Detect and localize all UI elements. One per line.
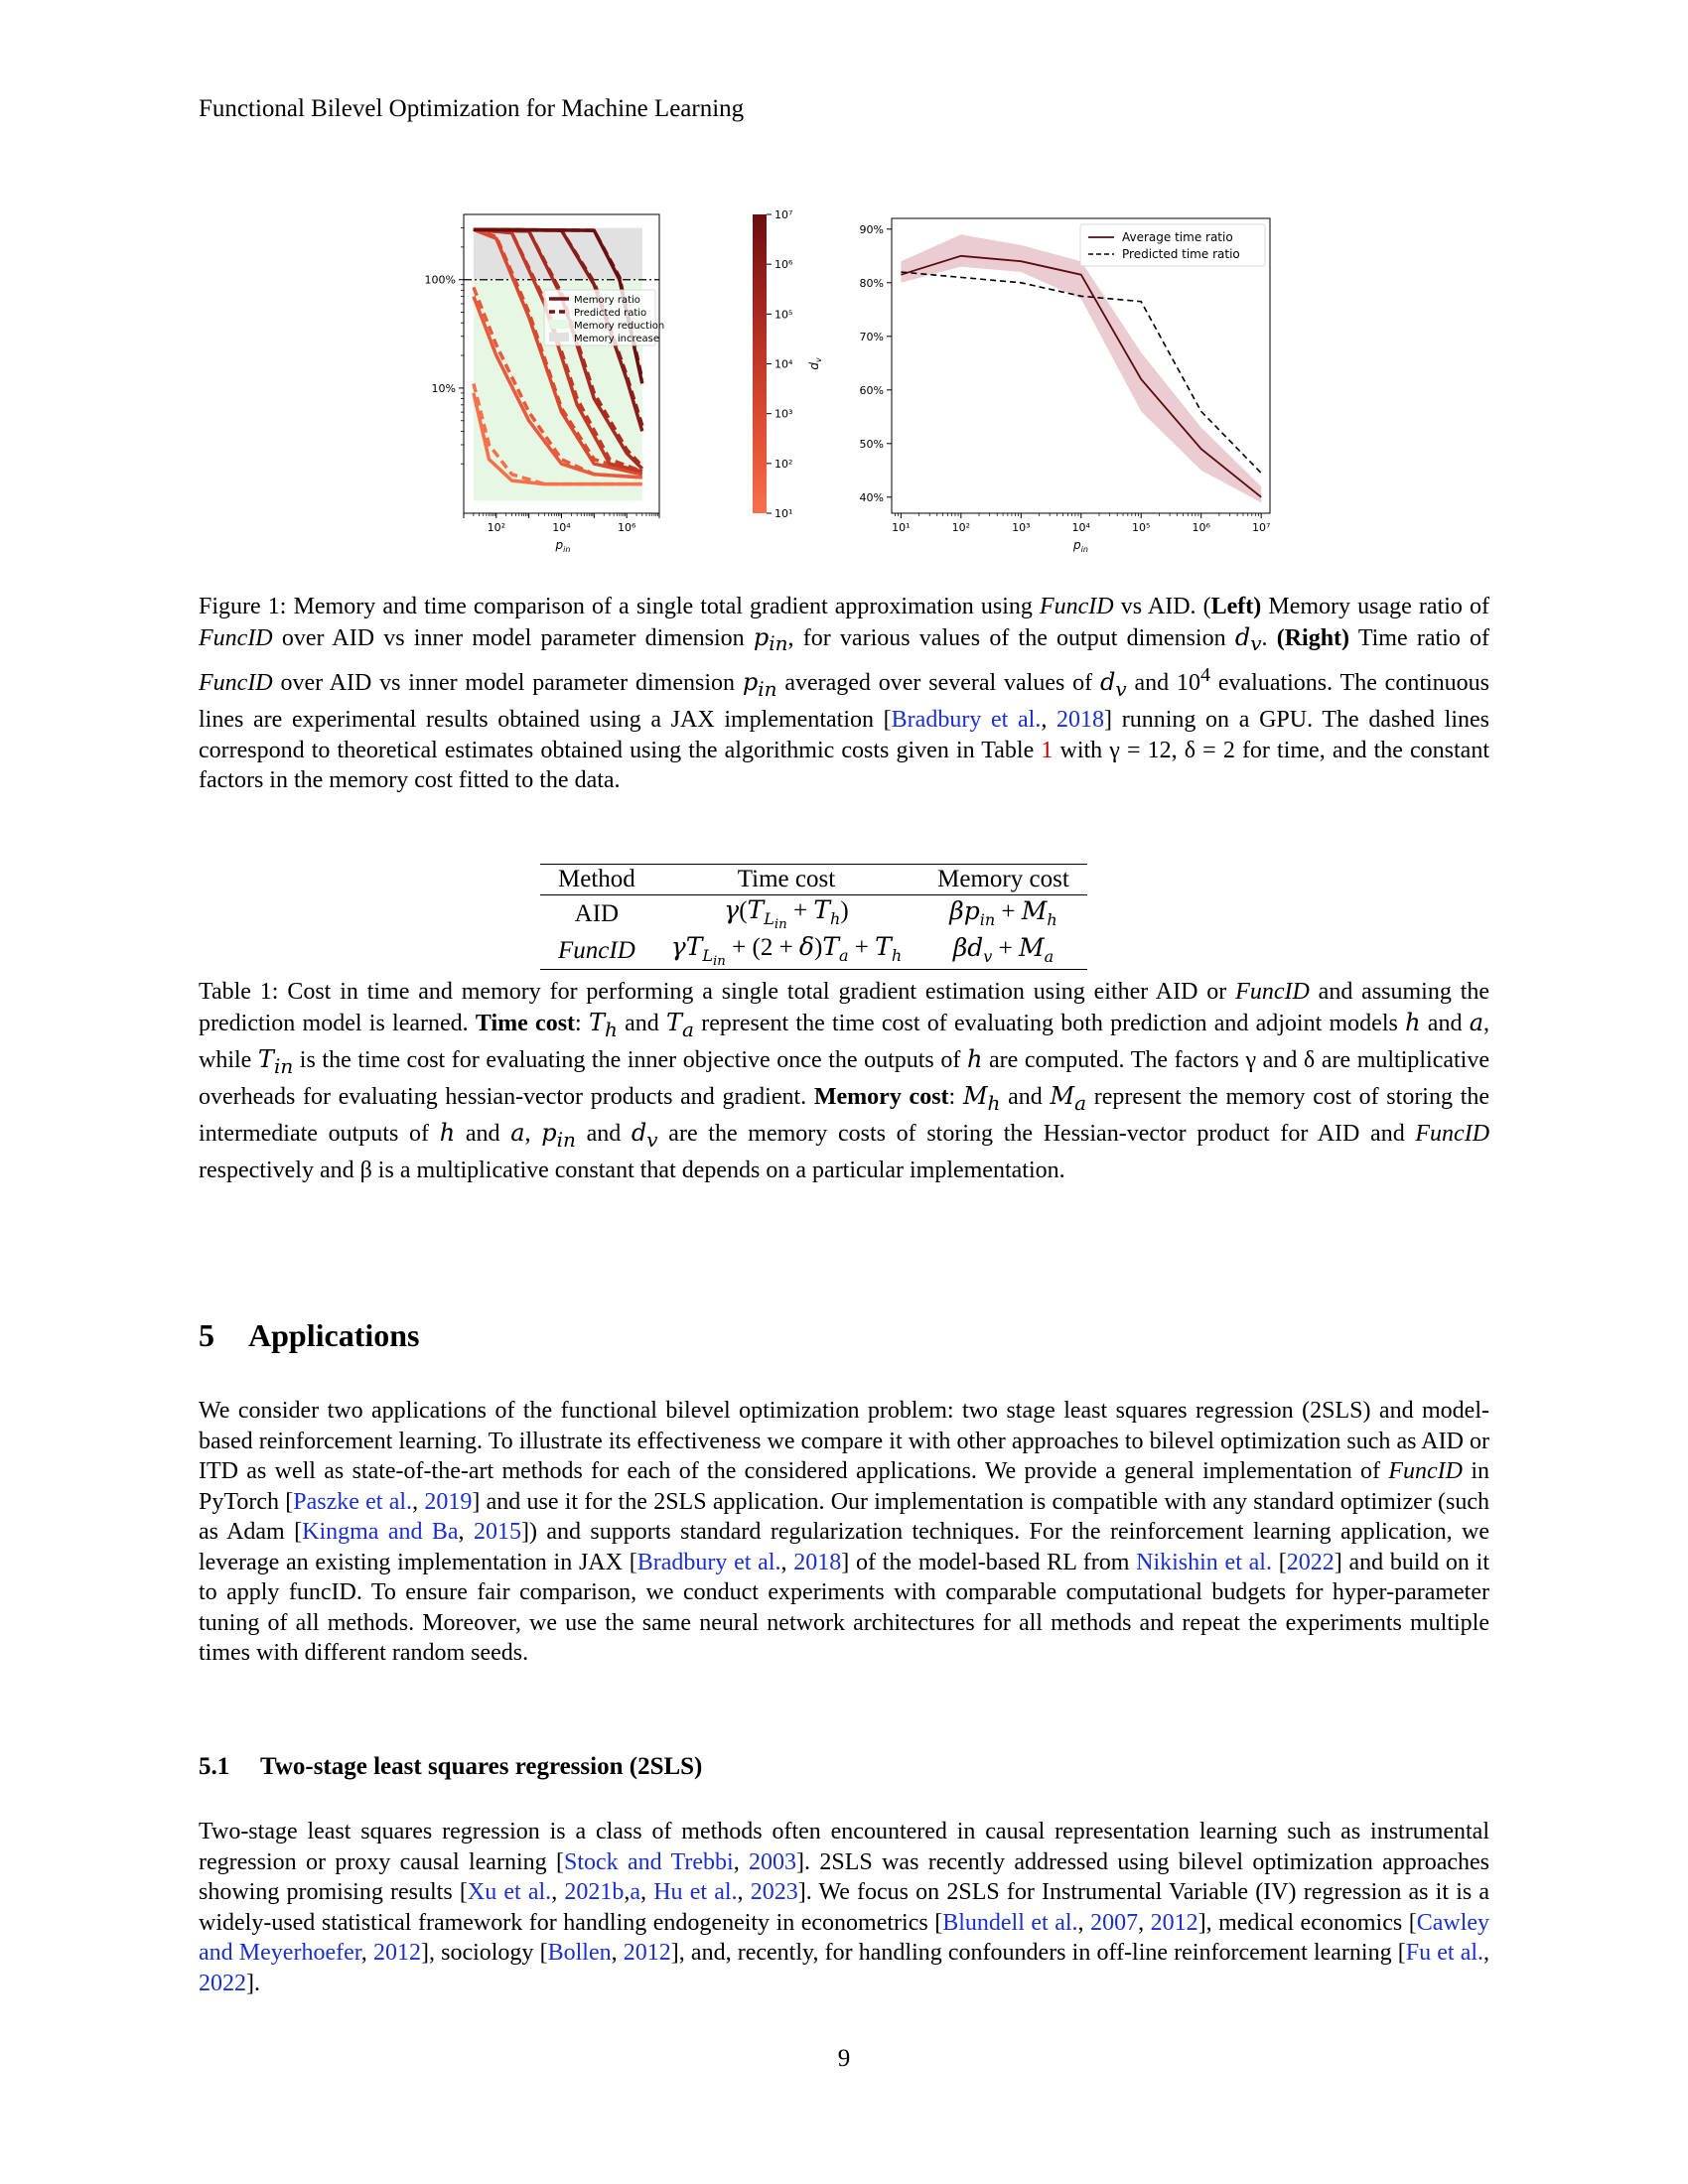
figure-1 xyxy=(397,199,1291,566)
cite-bollen[interactable]: Bollen xyxy=(547,1940,612,1966)
cite-hu[interactable]: Hu et al. xyxy=(653,1879,738,1905)
x-tick-label-6: 10⁷ xyxy=(1251,521,1271,534)
y-tick-label-2: 70% xyxy=(859,330,884,343)
left-memory-plot xyxy=(425,214,665,554)
colorbar xyxy=(753,208,823,520)
cite-blundell-year1[interactable]: 2007 xyxy=(1090,1909,1139,1936)
x-tick-label-0: 10² xyxy=(487,521,506,534)
cite-stock-year[interactable]: 2003 xyxy=(749,1848,797,1875)
x-tick-label-4: 10⁵ xyxy=(1132,521,1151,534)
cite-nikishin-year[interactable]: 2022 xyxy=(1286,1549,1335,1575)
col-method: Method xyxy=(558,866,635,892)
cite-nikishin[interactable]: Nikishin et al. xyxy=(1136,1549,1272,1575)
x-axis-label: $p_{in}$ xyxy=(555,538,571,554)
colorbar-tick-label-4: 10³ xyxy=(774,407,793,421)
left-legend xyxy=(544,290,664,345)
y-tick-label-1: 10% xyxy=(431,381,456,395)
cite-paszke[interactable]: Paszke et al. xyxy=(293,1488,413,1515)
cite-bradbury-year[interactable]: 2018 xyxy=(793,1549,842,1575)
legend-label-0: Average time ratio xyxy=(1122,230,1233,244)
colorbar-tick-label-3: 10⁴ xyxy=(774,357,793,371)
legend-label-1: Predicted time ratio xyxy=(1122,247,1240,261)
x-tick-label-1: 10⁴ xyxy=(552,521,571,534)
cite-blundell-year2[interactable]: 2012 xyxy=(1150,1909,1198,1936)
y-tick-label-3: 60% xyxy=(859,383,884,397)
cell-time: $\gamma(T_{L_{in}} + T_h)$ xyxy=(724,895,849,933)
section-paragraph: We consider two applications of the functional bilevel optimization problem: two stage least squares regression (2SLS) and model-based reinforcement learning. To illustrate its effectiveness we compare it with other approaches to bilevel optimization such as AID or ITD as well as state-of-the-art methods for each of the considered applications. We provide a general implementation of FuncID in PyTorch [Paszke et al., 2019] and use it for the 2SLS application. Our implementation is compatible with any standard optimizer (such as Adam [Kingma and Ba, 2015]) and supports standard regularization techniques. For the reinforcement learning application, we leverage an existing implementation in JAX [Bradbury et al., 2018] of the model-based RL from Nikishin et al. [2022] and build on it to apply funcID. To ensure fair comparison, we conduct experiments with comparable computational budgets for hyper-parameter tuning of all methods. Moreover, we use the same neural network architectures for all methods and repeat the experiments multiple times with different random seeds. xyxy=(199,1398,1490,1666)
cite-xu-year[interactable]: 2021b xyxy=(564,1879,625,1905)
right-legend xyxy=(1080,224,1265,266)
x-axis-label: $p_{in}$ xyxy=(1073,538,1088,554)
right-time-plot xyxy=(860,218,1271,554)
legend-label-2: Memory reduction xyxy=(574,321,665,332)
subsection-paragraph: Two-stage least squares regression is a class of methods often encountered in causal representation learning such as instrumental regression or proxy causal learning [Stock and Trebbi, 2003]. 2SLS was recently addressed using bilevel optimization approaches showing promising results [Xu et al., 2021b,a, Hu et al., 2023]. We focus on 2SLS for Instrumental Variable (IV) regression as it is a widely-used statistical framework for handling endogeneity in econometrics [Blundell et al., 2007, 2012], medical economics [Cawley and Meyerhoefer, 2012], sociology [Bollen, 2012], and, recently, for handling confounders in off-line reinforcement learning [Fu et al., 2022]. xyxy=(199,1819,1490,1996)
col-time-cost: Time cost xyxy=(737,866,836,892)
x-tick-label-2: 10⁶ xyxy=(617,521,636,534)
cite-kingma[interactable]: Kingma and Ba xyxy=(302,1519,459,1545)
cost-table xyxy=(540,864,1087,970)
table-header-row xyxy=(540,865,1087,895)
y-tick-label-0: 90% xyxy=(859,222,884,236)
page-number: 9 xyxy=(837,2045,851,2072)
cite-cawley-year[interactable]: 2012 xyxy=(372,1940,421,1966)
cite-blundell[interactable]: Blundell et al. xyxy=(942,1909,1078,1936)
legend-swatch-memory-reduction xyxy=(549,320,569,329)
cost-table-wrapper xyxy=(540,864,1087,970)
colorbar-tick-label-5: 10² xyxy=(774,457,793,471)
table-ref-link[interactable]: 1 xyxy=(1041,737,1054,763)
y-tick-label-1: 80% xyxy=(859,276,884,290)
cite-bradbury[interactable]: Bradbury et al. xyxy=(636,1549,781,1575)
cell-memory: $\beta p_{in} + M_h$ xyxy=(949,896,1057,930)
table-caption: Table 1: Cost in time and memory for performing a single total gradient estimation using either AID or FuncID and assuming the prediction model is learned. Time cost: $T_h$ and $T_a$ represent the time cost of evaluating both prediction and adjoint models h and a, while $T_{in}$ is the time cost for evaluating the inner objective once the outputs of h are computed. The factors γ and δ are multiplicative overheads for evaluating hessian-vector products and gradient. Memory cost: $M_h$ and $M_a$ represent the memory cost of storing the intermediate outputs of h and a, $p_{in}$ and $d_v$ are the memory costs of storing the Hessian-vector product for AID and FuncID respectively and β is a multiplicative constant that depends on a particular implementation. xyxy=(199,979,1490,1183)
cite-kingma-year[interactable]: 2015 xyxy=(473,1519,521,1545)
cite-xu[interactable]: Xu et al. xyxy=(467,1879,552,1905)
x-tick-label-5: 10⁶ xyxy=(1192,521,1210,534)
table-label: Table 1: xyxy=(199,979,279,1005)
x-tick-label-0: 10¹ xyxy=(892,521,911,534)
cite-bradbury-year[interactable]: 2018 xyxy=(1056,707,1105,734)
cite-xu-a[interactable]: a xyxy=(630,1879,641,1905)
subsection-title: 5.1 Two-stage least squares regression (2SLS) xyxy=(199,1753,703,1780)
table-row-funcid xyxy=(540,932,1087,970)
table-row-aid xyxy=(540,895,1087,933)
colorbar-tick-label-1: 10⁶ xyxy=(774,258,793,272)
y-tick-label-0: 100% xyxy=(424,273,456,287)
figure-caption: Figure 1: Memory and time comparison of a single total gradient approximation using FuncID vs AID. (Left) Memory usage ratio of FuncID over AID vs inner model parameter dimension $p_{in}$, for various values of the output dimension $d_v$. (Right) Time ratio of FuncID over AID vs inner model parameter dimension $p_{in}$ averaged over several values of $d_v$ and $10^4$ evaluations. The continuous lines are experimental results obtained using a JAX implementation [Bradbury et al., 2018] running on a GPU. The dashed lines correspond to theoretical estimates obtained using the algorithmic costs given in Table 1 with γ = 12, δ = 2 for time, and the constant factors in the memory cost fitted to the data. xyxy=(199,594,1490,794)
running-header: Functional Bilevel Optimization for Machine Learning xyxy=(199,95,745,122)
x-tick-label-3: 10⁴ xyxy=(1071,521,1090,534)
cell-memory: $\beta d_v + M_a$ xyxy=(952,933,1055,967)
cite-bollen-year[interactable]: 2012 xyxy=(623,1940,671,1966)
cite-stock[interactable]: Stock and Trebbi xyxy=(563,1848,734,1875)
legend-label-1: Predicted ratio xyxy=(574,308,647,319)
colorbar-tick-label-6: 10¹ xyxy=(774,507,793,520)
colorbar-label: $d_v$ xyxy=(807,357,823,370)
cite-paszke-year[interactable]: 2019 xyxy=(424,1488,473,1515)
colorbar-bar xyxy=(753,214,767,513)
col-memory-cost: Memory cost xyxy=(937,866,1069,892)
cite-cawley[interactable]: Cawley and Meyerhoefer xyxy=(199,1909,1490,1966)
x-tick-label-2: 10³ xyxy=(1012,521,1031,534)
legend-label-3: Memory increase xyxy=(574,334,659,344)
y-tick-label-4: 50% xyxy=(859,437,884,451)
cite-bradbury[interactable]: Bradbury et al. xyxy=(891,707,1042,734)
legend-label-0: Memory ratio xyxy=(574,295,640,306)
cell-method: AID xyxy=(574,899,620,927)
y-tick-label-5: 40% xyxy=(859,490,884,504)
x-tick-label-1: 10² xyxy=(951,521,971,534)
cell-method: FuncID xyxy=(558,936,635,964)
colorbar-tick-label-0: 10⁷ xyxy=(774,208,793,221)
cite-fu-year[interactable]: 2022 xyxy=(199,1970,246,1996)
section-title: 5 Applications xyxy=(199,1317,420,1353)
cite-fu[interactable]: Fu et al. xyxy=(1405,1940,1484,1966)
figure-label: Figure 1: xyxy=(199,594,287,619)
legend-swatch-memory-increase xyxy=(549,333,569,341)
colorbar-tick-label-2: 10⁵ xyxy=(774,308,793,322)
cite-hu-year[interactable]: 2023 xyxy=(750,1879,798,1905)
cell-time: $\gamma T_{L_{in}} + (2 + \delta)T_a + T_h$ xyxy=(670,932,903,970)
